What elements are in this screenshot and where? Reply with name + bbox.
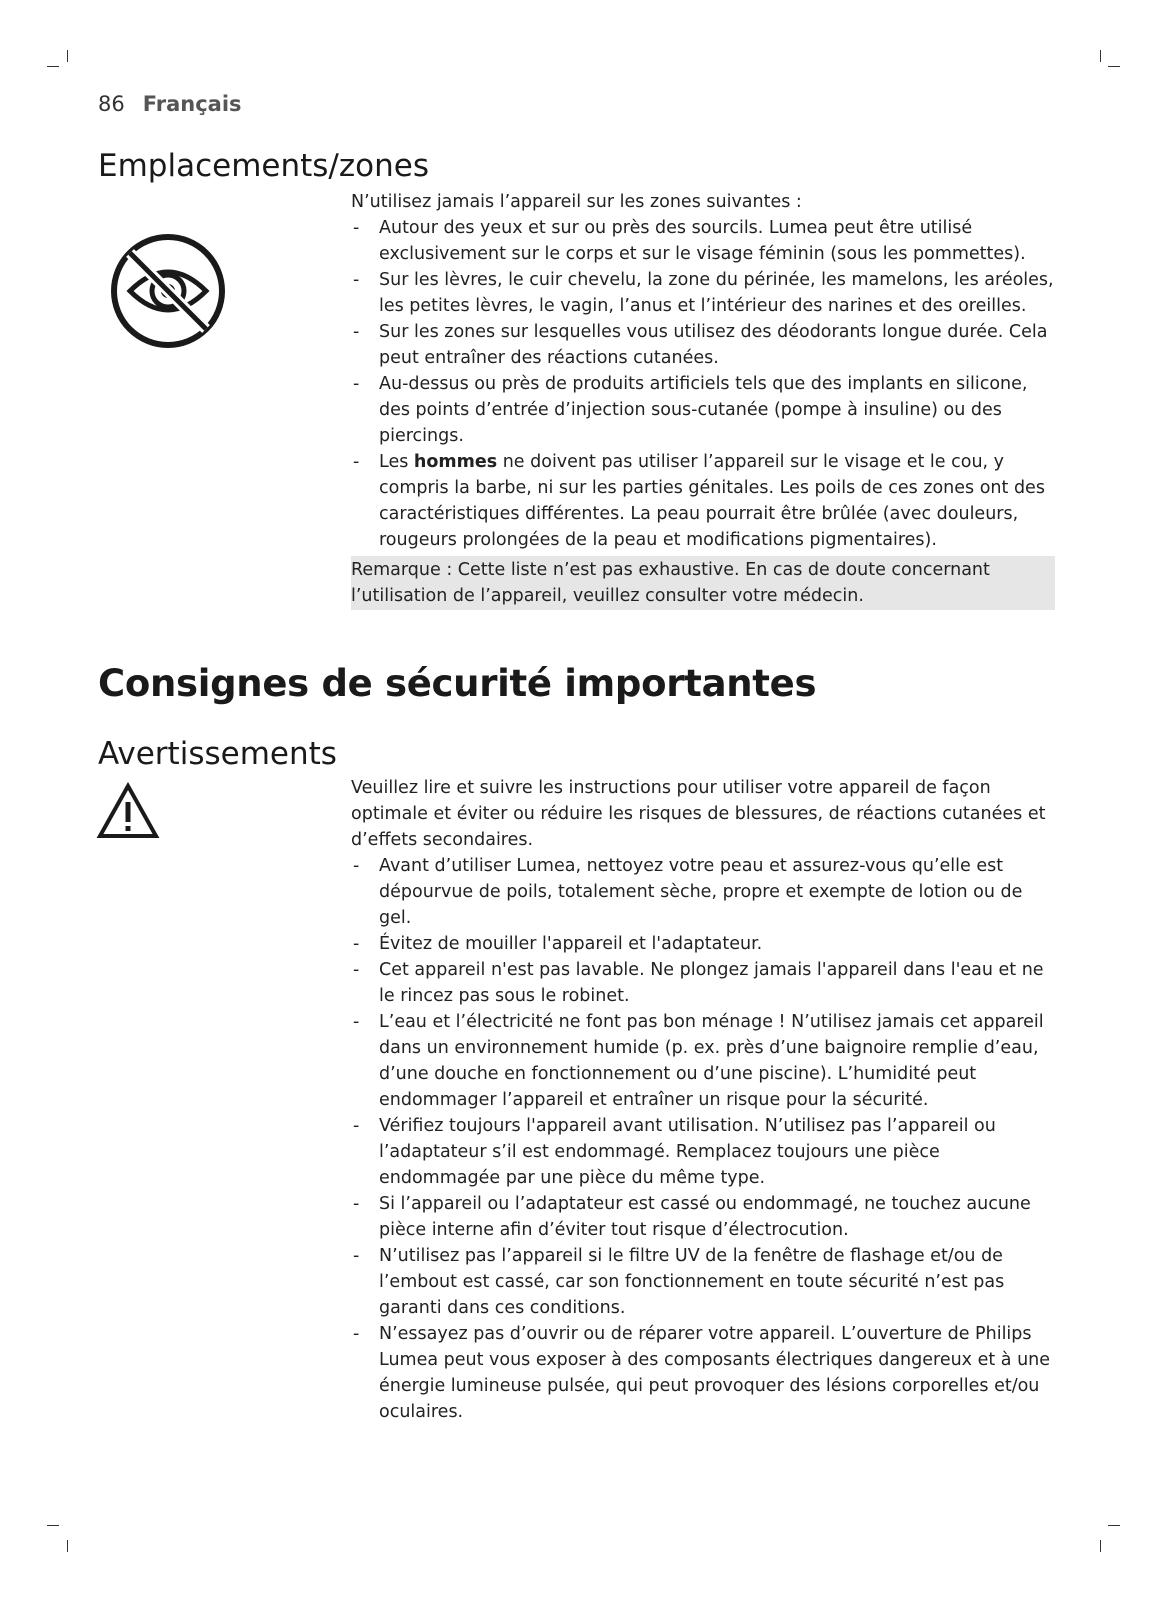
item-prefix: Les xyxy=(379,452,414,472)
crop-mark xyxy=(67,1540,68,1552)
section-title-zones: Emplacements/zones xyxy=(98,148,429,184)
list-item: - N’essayez pas d’ouvrir ou de réparer votre appareil. L’ouverture de Philips Lumea peut vous exposer à des composants électriques dangereux et à une énergie lumineuse pulsée, qui peut provoquer des lésions corporelles et/ou oculaires. xyxy=(351,1321,1055,1425)
page-header xyxy=(98,92,242,116)
list-item: - Au-dessus ou près de produits artificiels tels que des implants en silicone, des points d’entrée d’injection sous-cutanée (pompe à insuline) ou des piercings. xyxy=(351,371,1055,449)
list-item: - Cet appareil n'est pas lavable. Ne plongez jamais l'appareil dans l'eau et ne le rincez pas sous le robinet. xyxy=(351,957,1055,1009)
crop-mark xyxy=(1108,66,1120,67)
page-language: Français xyxy=(142,92,242,116)
crop-mark xyxy=(1100,1540,1101,1552)
list-item: - Sur les lèvres, le cuir chevelu, la zone du périnée, les mamelons, les aréoles, les petites lèvres, le vagin, l’anus et l’intérieur des narines et des oreilles. xyxy=(351,267,1055,319)
page-number: 86 xyxy=(98,92,125,116)
list-item: - Évitez de mouiller l'appareil et l'adaptateur. xyxy=(351,931,1055,957)
zones-content xyxy=(351,189,1055,553)
section-title-warnings: Avertissements xyxy=(98,736,337,772)
crop-mark xyxy=(67,50,68,62)
list-item: - L’eau et l’électricité ne font pas bon ménage ! N’utilisez jamais cet appareil dans un environnement humide (p. ex. près d’une baignoire remplie d’eau, d’une douche en fonctionnement ou d’une piscine). L’humidité peut endommager l’appareil et entraîner un risque pour la sécurité. xyxy=(351,1009,1055,1113)
warnings-list xyxy=(351,853,1055,1425)
zones-list xyxy=(351,215,1055,553)
list-item: - Sur les zones sur lesquelles vous utilisez des déodorants longue durée. Cela peut entraîner des réactions cutanées. xyxy=(351,319,1055,371)
warnings-intro: Veuillez lire et suivre les instructions pour utiliser votre appareil de façon optimale et éviter ou réduire les risques de blessures, de réactions cutanées et d’effets secondaires. xyxy=(351,778,1046,850)
list-item: - Autour des yeux et sur ou près des sourcils. Lumea peut être utilisé exclusivement sur le corps et sur le visage féminin (sous les pommettes). xyxy=(351,215,1055,267)
warning-triangle-icon xyxy=(96,782,160,840)
warnings-content xyxy=(351,775,1055,1425)
list-item: - N’utilisez pas l’appareil si le filtre UV de la fenêtre de flashage et/ou de l’embout est cassé, car son fonctionnement en toute sécurité n’est pas garanti dans ces conditions. xyxy=(351,1243,1055,1321)
list-item: - Si l’appareil ou l’adaptateur est cassé ou endommagé, ne touchez aucune pièce interne afin d’éviter tout risque d’électrocution. xyxy=(351,1191,1055,1243)
crop-mark xyxy=(1100,50,1101,62)
item-suffix: ne doivent pas utiliser l’appareil sur le visage et le cou, y compris la barbe, ni sur les parties génitales. Les poils de ces zones ont des caractéristiques différentes. La peau pourrait être brûlée (avec douleurs, rougeurs prolongées de la peau et modifications pigmentaires). xyxy=(379,452,1045,550)
main-title: Consignes de sécurité importantes xyxy=(98,662,817,705)
note-box: Remarque : Cette liste n’est pas exhaustive. En cas de doute concernant l’utilisation de l’appareil, veuillez consulter votre médecin. xyxy=(351,556,1055,610)
crop-mark xyxy=(47,66,59,67)
crop-mark xyxy=(1108,1525,1120,1526)
zones-intro: N’utilisez jamais l’appareil sur les zones suivantes : xyxy=(351,192,802,212)
item-bold-word: hommes xyxy=(413,452,498,472)
crop-mark xyxy=(47,1525,59,1526)
list-item: - Vérifiez toujours l'appareil avant utilisation. N’utilisez pas l’appareil ou l’adaptateur s’il est endommagé. Remplacez toujours une pièce endommagée par une pièce du même type. xyxy=(351,1113,1055,1191)
list-item xyxy=(351,449,1055,553)
no-eye-icon xyxy=(108,231,228,351)
list-item: - Avant d’utiliser Lumea, nettoyez votre peau et assurez-vous qu’elle est dépourvue de poils, totalement sèche, propre et exempte de lotion ou de gel. xyxy=(351,853,1055,931)
